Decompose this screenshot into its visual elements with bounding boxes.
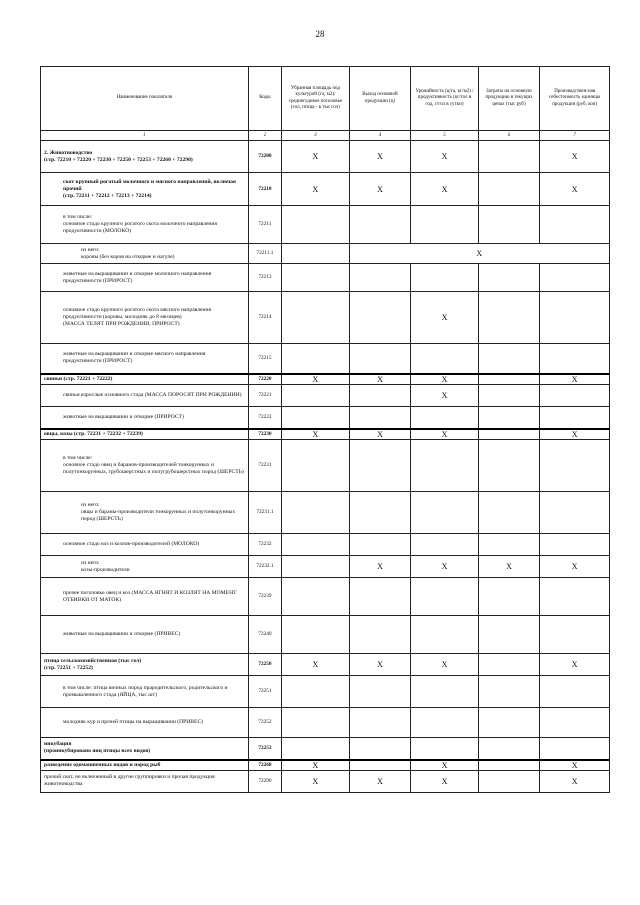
table-row [41, 374, 610, 385]
row-code: 72240 [248, 616, 282, 654]
row-code: 72251 [248, 676, 282, 708]
row-name: из него: козы-производители [41, 556, 249, 578]
header-code: Коды [248, 67, 282, 131]
row-code: 72221 [248, 385, 282, 407]
x-mark: X [540, 141, 610, 173]
colnum: 1 [41, 131, 249, 141]
x-mark: X [349, 556, 411, 578]
row-name: инкубация (проинкубировано яиц птицы всех видов) [41, 738, 249, 760]
x-mark: X [349, 173, 411, 206]
table-row [41, 206, 610, 244]
row-code: 72250 [248, 654, 282, 676]
header-yield: Урожайность (ц/га, кг/м2) / продуктивность (кг/гол в год, г/гол в сутки) [411, 67, 478, 131]
x-mark: X [411, 556, 478, 578]
row-code: 72232 [248, 534, 282, 556]
row-name: из него: овцы и бараны-производители тонкорунных и полутонкорунных пород (ШЕРСТЬ) [41, 492, 249, 534]
row-name: прочее поголовье овец и коз (МАССА ЯГНЯТ И КОЗЛЯТ НА МОМЕНТ ОТБИВКИ ОТ МАТОК) [41, 578, 249, 616]
x-mark: X [411, 173, 478, 206]
row-code: 72232.1 [248, 556, 282, 578]
table-row [41, 344, 610, 374]
x-mark: X [349, 654, 411, 676]
x-mark: X [540, 429, 610, 440]
x-mark: X [411, 374, 478, 385]
table-row [41, 173, 610, 206]
row-name: птица сельскохозяйственная (тыс гол) (стр. 72251 + 72252) [41, 654, 249, 676]
table-row [41, 676, 610, 708]
x-mark: X [349, 141, 411, 173]
x-mark: X [349, 770, 411, 792]
table-row [41, 708, 610, 738]
header-prodcost: Производствен-ная себестоимость единицы продукции (руб, коп) [540, 67, 610, 131]
row-code: 72253 [248, 738, 282, 760]
row-code: 72220 [248, 374, 282, 385]
header-costs: Затраты на основную продукцию в текущих ценах (тыс руб) [478, 67, 540, 131]
row-name: в том числе: птица яичных пород прародительского, родительского и промышленного стада (ЯЙЦА, тыс шт) [41, 676, 249, 708]
table-row [41, 556, 610, 578]
row-code: 72290 [248, 770, 282, 792]
colnum: 2 [248, 131, 282, 141]
colnum: 7 [540, 131, 610, 141]
table-row [41, 578, 610, 616]
table-row [41, 141, 610, 173]
row-name: скот крупный рогатый молочного и мясного направлений, включая прочий (стр. 72211 + 72212 + 72213 + 72214) [41, 173, 249, 206]
x-mark: X [411, 429, 478, 440]
row-name: из него: коровы (без коров на откорме и нагуле) [41, 244, 249, 264]
row-name: в том числе: основное стадо овец и баранов-производителей тонкорунных и полутонкорунных, грубошерстных и полугрубошерстных пород (ШЕРСТЬ) [41, 440, 249, 492]
row-code: 72231 [248, 440, 282, 492]
row-name: основное стадо крупного рогатого скота мясного направления продуктивности (коровы, молодняк до 8 месяцев) (МАССА ТЕЛЯТ ПРИ РОЖДЕНИИ, ПРИРОСТ) [41, 292, 249, 344]
x-mark: X [411, 141, 478, 173]
x-mark: X [540, 374, 610, 385]
colnum: 3 [282, 131, 349, 141]
row-code: 72211.1 [248, 244, 282, 264]
table-row [41, 760, 610, 771]
row-code: 72230 [248, 429, 282, 440]
header-name: Наименование показателя [41, 67, 249, 131]
row-name: в том числе: основное стадо крупного рогатого скота молочного направления продуктивности (МОЛОКО) [41, 206, 249, 244]
livestock-table [40, 66, 610, 793]
x-mark: X [411, 385, 478, 407]
table-row [41, 429, 610, 440]
colnum: 5 [411, 131, 478, 141]
table-row [41, 407, 610, 429]
row-name: 2. Животноводство (стр. 72210 + 72220 + 72230 + 72250 + 72253 + 72260 + 72290) [41, 141, 249, 173]
header-output: Выход основной продукции (ц) [349, 67, 411, 131]
table-row [41, 770, 610, 792]
table-row [41, 616, 610, 654]
x-mark: X [349, 429, 411, 440]
x-mark: X [282, 654, 349, 676]
row-code: 72214 [248, 292, 282, 344]
row-code: 72211 [248, 206, 282, 244]
row-code: 72215 [248, 344, 282, 374]
row-name: свиньи взрослые основного стада (МАССА ПОРОСЯТ ПРИ РОЖДЕНИИ) [41, 385, 249, 407]
x-mark: X [282, 173, 349, 206]
x-mark: X [411, 760, 478, 771]
row-name: овцы, козы (стр. 72231 + 72232 + 72239) [41, 429, 249, 440]
header-area: Убранная площадь под культурой (га, м2)/ среднегодовое поголовье (гол, птица - в тыс гол) [282, 67, 349, 131]
table-row [41, 244, 610, 264]
row-code: 72260 [248, 760, 282, 771]
row-code: 72213 [248, 264, 282, 292]
column-numbers-row [41, 131, 610, 141]
table-row [41, 292, 610, 344]
table-row [41, 385, 610, 407]
x-mark: X [478, 556, 540, 578]
row-name: свиньи (стр. 72221 + 72222) [41, 374, 249, 385]
row-code: 72210 [248, 173, 282, 206]
x-mark: X [349, 374, 411, 385]
row-name: основное стадо коз и козлов-производителей (МОЛОКО) [41, 534, 249, 556]
x-mark: X [282, 760, 349, 771]
table-row [41, 264, 610, 292]
x-mark: X [282, 141, 349, 173]
x-mark: X [411, 770, 478, 792]
colnum: 6 [478, 131, 540, 141]
x-mark: X [411, 292, 478, 344]
row-name: животные на выращивании и откорме мясного направления продуктивности (ПРИРОСТ) [41, 344, 249, 374]
row-code: 72200 [248, 141, 282, 173]
row-code: 72252 [248, 708, 282, 738]
x-mark: X [540, 173, 610, 206]
row-name: животные на выращивании и откорме (ПРИВЕС) [41, 616, 249, 654]
x-mark: X [411, 654, 478, 676]
table-row [41, 534, 610, 556]
x-mark: X [282, 770, 349, 792]
colnum: 4 [349, 131, 411, 141]
row-code: 72231.1 [248, 492, 282, 534]
row-name: разведение одомашненных видов и пород рыб [41, 760, 249, 771]
page-number: 28 [315, 29, 325, 39]
row-name: животные на выращивании и откорме (ПРИРОСТ) [41, 407, 249, 429]
x-mark: X [282, 374, 349, 385]
x-mark: X [282, 429, 349, 440]
row-code: 72222 [248, 407, 282, 429]
row-name: прочий скот, не включенный в другие группировки и прочая продукция животноводства [41, 770, 249, 792]
row-name: молодняк кур и прочей птицы на выращивании (ПРИВЕС) [41, 708, 249, 738]
table-row [41, 492, 610, 534]
table-row [41, 654, 610, 676]
x-mark: X [540, 654, 610, 676]
x-mark: X [540, 556, 610, 578]
table-row [41, 440, 610, 492]
x-mark: X [540, 770, 610, 792]
row-name: животные на выращивании и откорме молочного направления продуктивности (ПРИРОСТ) [41, 264, 249, 292]
x-mark: X [540, 760, 610, 771]
row-code: 72239 [248, 578, 282, 616]
x-mark: X [349, 244, 609, 264]
table-row [41, 738, 610, 760]
